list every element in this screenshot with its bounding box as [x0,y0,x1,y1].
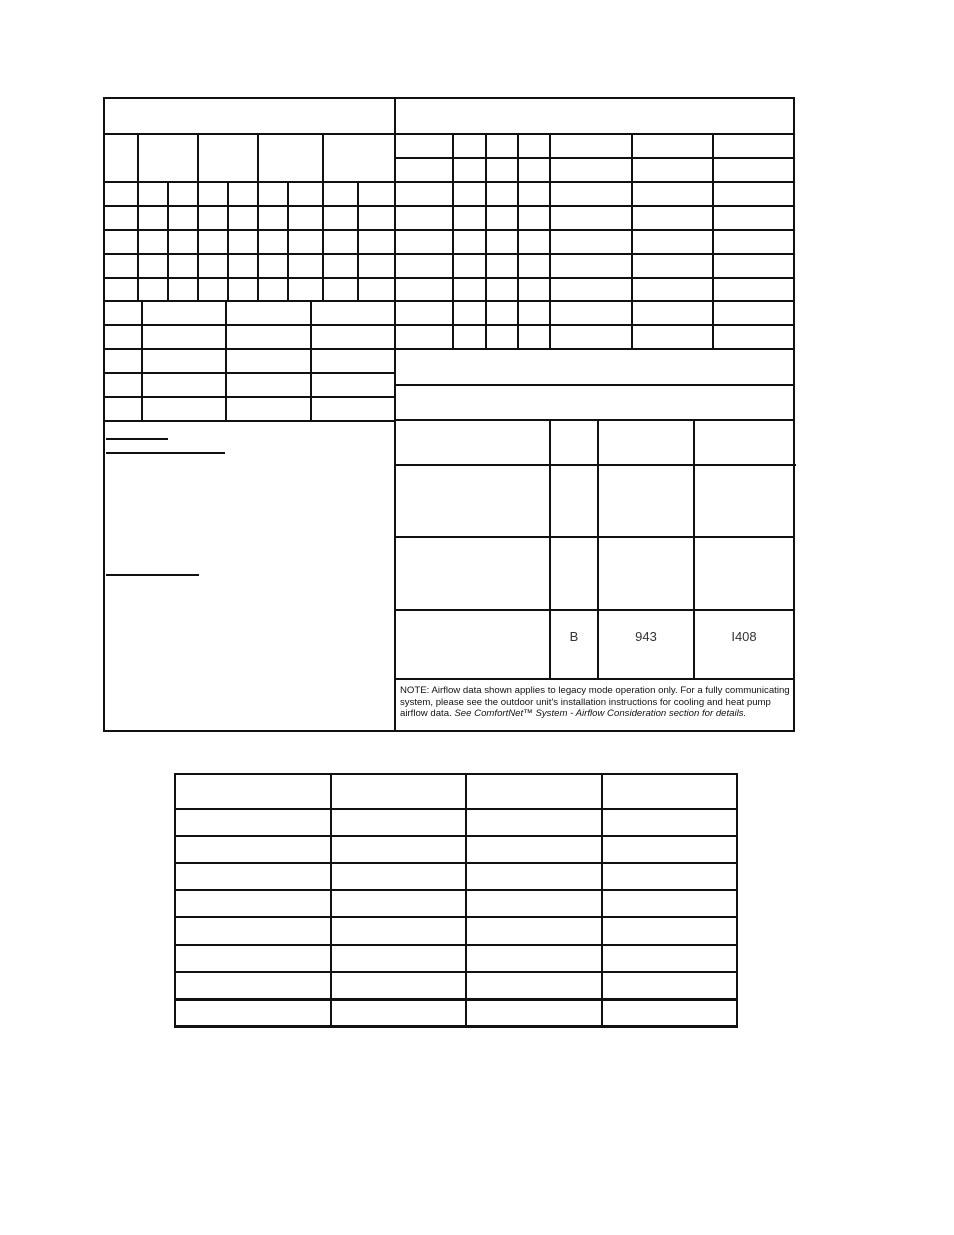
rule-horizontal [103,97,795,99]
rule-vertical [227,182,229,301]
rule-vertical [257,134,259,301]
rule-horizontal [104,229,395,231]
rule-vertical [465,774,467,1026]
rule-horizontal [104,324,395,326]
rule-vertical [452,134,454,349]
rule-vertical [712,134,714,349]
blower-cell-i408: I408 [731,629,757,644]
rule-horizontal [104,396,395,398]
rule-vertical [167,182,169,301]
rule-horizontal [103,730,795,732]
rule-horizontal [395,229,794,231]
rule-horizontal [174,889,738,891]
rule-vertical [485,134,487,349]
rule-vertical [287,182,289,301]
rule-horizontal [395,205,794,207]
rule-horizontal [395,384,794,386]
rule-horizontal [395,157,794,159]
rule-horizontal [395,133,794,135]
rule-horizontal [106,438,168,440]
rule-vertical [736,774,738,1026]
rule-horizontal [395,609,794,611]
rule-vertical [357,182,359,301]
rule-vertical [197,134,199,301]
rule-horizontal [174,998,738,1001]
rule-horizontal [395,348,794,350]
rule-horizontal [395,277,794,279]
rule-horizontal [104,420,395,422]
rule-horizontal [104,372,395,374]
rule-horizontal [104,253,395,255]
rule-horizontal [104,277,395,279]
rule-horizontal [395,536,794,538]
rule-horizontal [174,773,738,775]
rule-vertical [631,134,633,349]
rule-vertical [601,774,603,1026]
rule-horizontal [395,419,794,421]
rule-vertical [330,774,332,1026]
rule-horizontal [395,464,796,466]
airflow-note-italic: See ComfortNet™ System - Airflow Consideration section for details. [454,708,747,719]
airflow-note-text: NOTE: Airflow data shown applies to legacy mode operation only. For a fully communicating system, please see the outdoor unit's installation instructions for cooling and heat pump airflow data. [400,685,790,719]
rule-vertical [394,98,396,731]
rule-vertical [225,301,227,421]
rule-vertical [137,134,139,301]
rule-vertical [322,134,324,301]
rule-horizontal [104,133,395,135]
rule-horizontal [395,253,794,255]
blower-cell-b: B [569,629,579,644]
rule-horizontal [174,944,738,946]
blower-cell-943: 943 [635,629,657,644]
rule-horizontal [104,300,395,302]
rule-horizontal [174,916,738,918]
rule-vertical [310,301,312,421]
rule-horizontal [174,1025,738,1028]
rule-horizontal [174,808,738,810]
rule-horizontal [106,452,225,454]
rule-horizontal [104,205,395,207]
rule-vertical [103,98,105,731]
rule-vertical [549,134,551,349]
rule-horizontal [395,678,794,680]
rule-horizontal [104,348,395,350]
rule-vertical [174,774,176,1026]
rule-horizontal [174,862,738,864]
rule-vertical [517,134,519,349]
rule-horizontal [395,324,794,326]
airflow-note [400,685,792,720]
rule-horizontal [174,835,738,837]
rule-horizontal [104,181,395,183]
rule-vertical [141,301,143,421]
rule-horizontal [174,971,738,973]
rule-horizontal [395,300,794,302]
rule-horizontal [395,181,794,183]
rule-horizontal [106,574,199,576]
